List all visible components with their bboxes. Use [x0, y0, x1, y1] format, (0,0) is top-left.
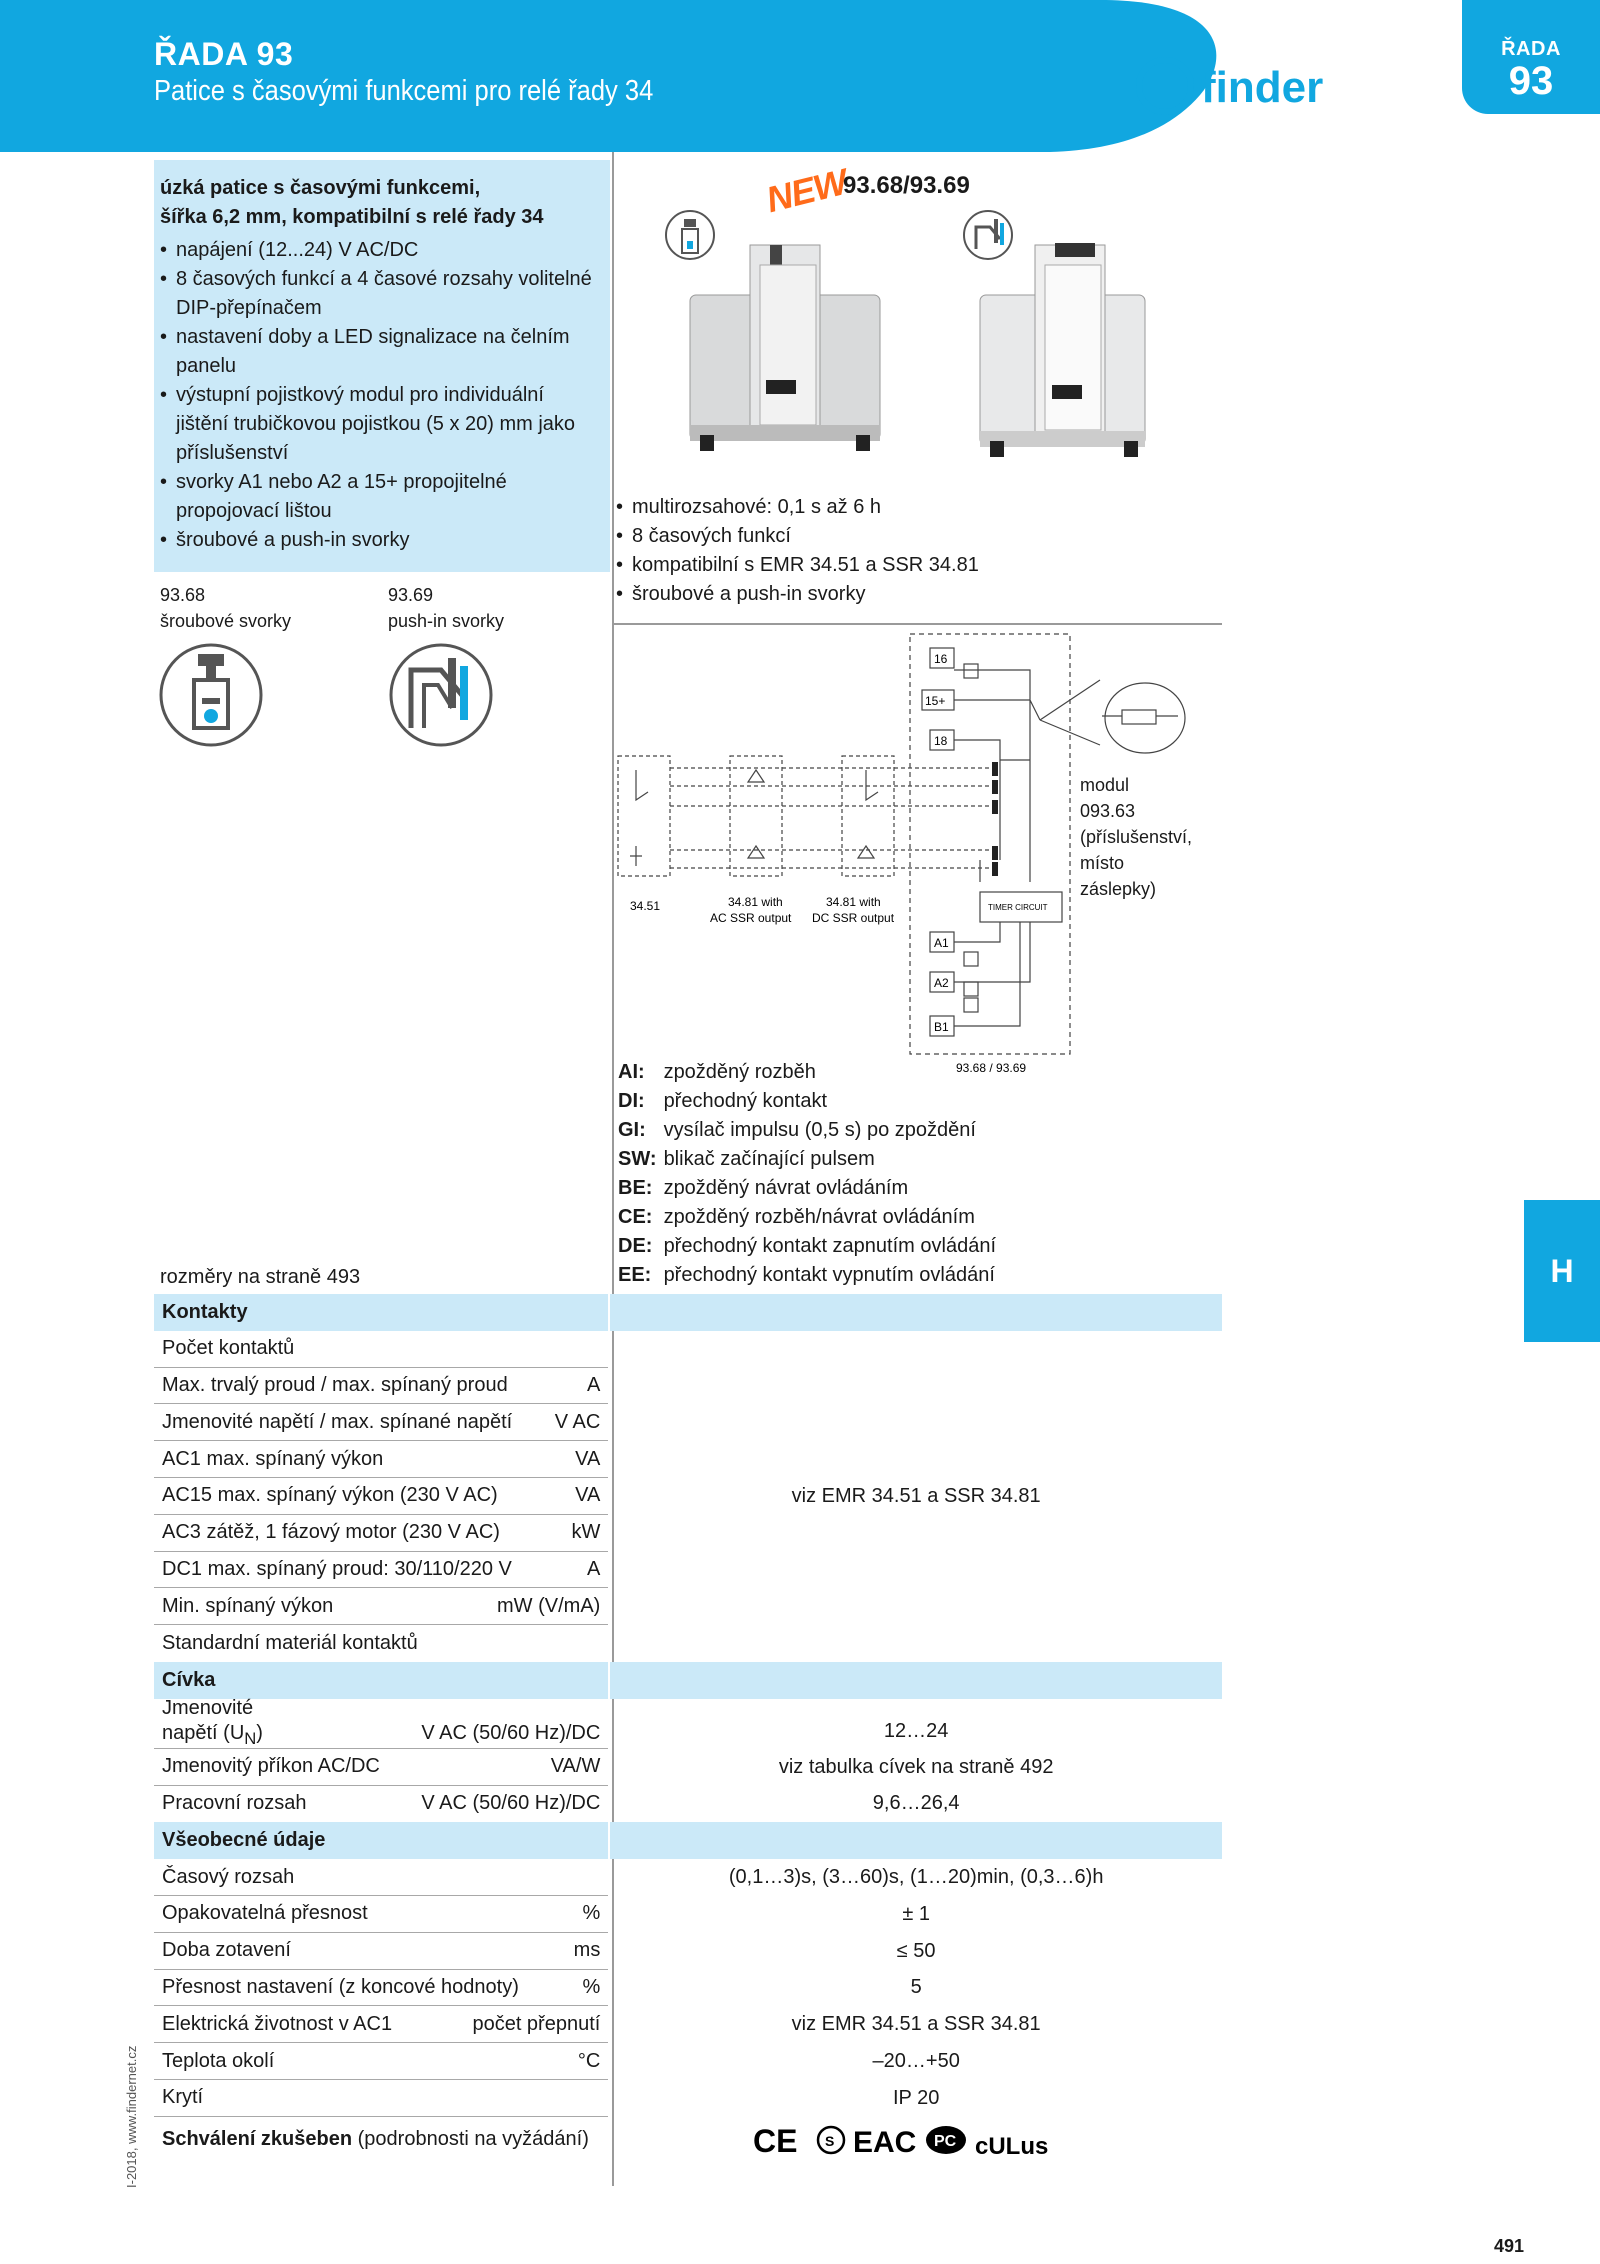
logo-text: finder	[1201, 63, 1324, 112]
feature-lead-2: šířka 6,2 mm, kompatibilní s relé řady 34	[160, 206, 544, 228]
function-desc: přechodný kontakt vypnutím ovládání	[663, 1264, 995, 1286]
finder-logo	[1133, 54, 1373, 118]
row-label: Standardní materiál kontaktů	[162, 1632, 418, 1655]
function-code: AI:	[618, 1061, 645, 1083]
row-value: ± 1	[902, 1902, 930, 1925]
push-in-terminal-icon	[386, 640, 496, 750]
table-row	[154, 1368, 1222, 1405]
spec-table	[154, 1294, 1222, 2163]
row-value: viz tabulka cívek na straně 492	[778, 1755, 1054, 1778]
row-unit: kW	[571, 1521, 601, 1544]
terminal-label: A2	[934, 976, 949, 990]
product-image-93-68	[660, 205, 910, 460]
section-header: Cívka	[154, 1662, 608, 1699]
table-row	[154, 1625, 1222, 1662]
list-item: • kompatibilní s EMR 34.51 a SSR 34.81	[616, 551, 979, 580]
row-label: AC15 max. spínaný výkon (230 V AC)	[162, 1484, 498, 1507]
row-label: Jmenovitý příkon AC/DC	[162, 1755, 380, 1778]
row-unit: °C	[577, 2049, 601, 2072]
row-label: Přesnost nastavení (z koncové hodnoty)	[162, 1975, 519, 1998]
section-header: Všeobecné údaje	[154, 1822, 608, 1859]
table-row	[154, 1588, 1222, 1625]
table-row	[154, 2006, 1222, 2043]
section-header: Kontakty	[154, 1294, 608, 1331]
ul-mark-icon: cULus	[975, 2132, 1049, 2160]
eac-mark-icon: EAC	[853, 2125, 917, 2159]
subscript: N	[244, 1728, 257, 1748]
page-number: 491	[1494, 2236, 1525, 2256]
note-line: modul	[1080, 775, 1130, 795]
module-note	[1080, 772, 1192, 902]
terminal-label: 16	[934, 652, 948, 666]
function-desc: zpožděný rozběh/návrat ovládáním	[663, 1206, 975, 1228]
table-section-general	[154, 1822, 1222, 1859]
list-item: • nastavení doby a LED signalizace na čelním panelu	[160, 323, 600, 381]
list-item: • multirozsahové: 0,1 s až 6 h	[616, 493, 979, 522]
table-row	[154, 1896, 1222, 1933]
function-desc: vysílač impulsu (0,5 s) po zpoždění	[663, 1119, 976, 1141]
new-badge: NEW	[762, 160, 851, 221]
row-unit: V AC (50/60 Hz)/DC	[421, 1792, 601, 1815]
list-item: • výstupní pojistkový modul pro individuální jištění trubičkovou pojistkou (5 x 20) mm jako příslušenství	[160, 381, 600, 468]
dimensions-note: rozměry na straně 493	[160, 1266, 361, 1288]
product-image-93-69	[960, 205, 1155, 470]
row-unit: VA	[575, 1447, 601, 1470]
function-desc: přechodný kontakt zapnutím ovládání	[663, 1235, 996, 1257]
ce-mark-icon: CE	[753, 2122, 798, 2159]
series-title: ŘADA 93	[154, 36, 294, 72]
row-unit: %	[582, 1975, 601, 1998]
function-code: SW:	[618, 1148, 657, 1170]
row-value: 5	[910, 1976, 922, 1999]
function-row	[618, 1058, 996, 1087]
row-label: AC3 zátěž, 1 fázový motor (230 V AC)	[162, 1521, 500, 1544]
screw-terminal-icon	[156, 640, 266, 750]
function-code: DI:	[618, 1090, 645, 1112]
function-row	[618, 1174, 996, 1203]
table-row	[154, 1933, 1222, 1970]
row-label: Elektrická životnost v AC1	[162, 2012, 393, 2035]
row-unit: VA	[575, 1484, 601, 1507]
row-unit: V AC	[554, 1410, 601, 1433]
row-unit: V AC (50/60 Hz)/DC	[421, 1721, 601, 1744]
table-row	[154, 1515, 1222, 1552]
table-row	[154, 1749, 1222, 1786]
terminal-label: 18	[934, 734, 948, 748]
list-item: • 8 časových funkcí	[616, 522, 979, 551]
variant-code: 93.68	[160, 585, 206, 605]
row-label: Pracovní rozsah	[162, 1792, 307, 1815]
list-item: • šroubové a push-in svorky	[616, 580, 979, 609]
row-value: 12…24	[883, 1719, 949, 1742]
function-row	[618, 1232, 996, 1261]
row-unit: počet přepnutí	[472, 2012, 601, 2035]
row-label: Min. spínaný výkon	[162, 1594, 334, 1617]
variant-desc: push-in svorky	[388, 611, 505, 631]
table-row	[154, 1331, 1222, 1368]
terminal-label: B1	[934, 1020, 949, 1034]
row-value: IP 20	[892, 2086, 940, 2109]
function-code: DE:	[618, 1235, 653, 1257]
row-label: )	[256, 1721, 263, 1744]
table-row	[154, 1441, 1222, 1478]
row-label: Teplota okolí	[162, 2049, 275, 2072]
approvals-label-note: (podrobnosti na vyžádání)	[352, 2128, 589, 2151]
row-label: Jmenovité napětí / max. spínané napětí	[162, 1410, 513, 1433]
row-label: Doba zotavení	[162, 1939, 291, 1962]
row-value: 9,6…26,4	[872, 1792, 960, 1815]
function-code: BE:	[618, 1177, 653, 1199]
function-desc: přechodný kontakt	[663, 1090, 827, 1112]
series-tab-number: 93	[1508, 59, 1554, 103]
function-row	[618, 1145, 996, 1174]
table-row	[154, 1478, 1222, 1515]
row-label: Počet kontaktů	[162, 1337, 295, 1360]
row-unit: A	[586, 1557, 601, 1580]
row-value: ≤ 50	[896, 1939, 936, 1962]
row-unit: ms	[573, 1939, 601, 1962]
terminal-label: 15+	[925, 694, 946, 708]
table-section-contacts	[154, 1294, 1222, 1331]
row-value: viz EMR 34.51 a SSR 34.81	[791, 1484, 1041, 1507]
feature-list	[160, 236, 600, 555]
footer-note: I-2018, www.findernet.cz	[124, 2045, 139, 2188]
function-row	[618, 1087, 996, 1116]
table-row	[154, 1696, 1222, 1749]
svg-text:S: S	[825, 2132, 835, 2149]
row-label: Krytí	[162, 2086, 204, 2109]
relay-label: 34.81 with	[826, 895, 881, 909]
page-subtitle: Patice s časovými funkcemi pro relé řady 34	[154, 75, 654, 107]
relay-label: DC SSR output	[812, 911, 895, 925]
function-code: EE:	[618, 1264, 652, 1286]
function-desc: blikač začínající pulsem	[663, 1148, 875, 1170]
function-list	[618, 1058, 996, 1290]
function-code: CE:	[618, 1206, 653, 1228]
function-desc: zpožděný návrat ovládáním	[663, 1177, 909, 1199]
note-line: záslepky)	[1080, 879, 1157, 899]
row-label: Jmenovité	[162, 1696, 254, 1719]
function-code: GI:	[618, 1119, 646, 1141]
row-label: Max. trvalý proud / max. spínaný proud	[162, 1373, 508, 1396]
variant-desc: šroubové svorky	[160, 611, 292, 631]
table-row	[154, 1786, 1222, 1823]
note-line: místo	[1080, 853, 1125, 873]
row-unit: VA/W	[550, 1755, 601, 1778]
row-label: Časový rozsah	[162, 1865, 295, 1888]
function-row	[618, 1261, 996, 1290]
product-list	[616, 493, 979, 609]
relay-label: 34.81 with	[728, 895, 783, 909]
list-item: • šroubové a push-in svorky	[160, 526, 600, 555]
approvals-label: Schválení zkušeben	[162, 2128, 353, 2151]
row-unit: mW (V/mA)	[497, 1594, 601, 1617]
row-value: viz EMR 34.51 a SSR 34.81	[791, 2013, 1041, 2036]
note-line: 093.63	[1080, 801, 1136, 821]
row-unit: A	[586, 1373, 601, 1396]
row-label: DC1 max. spínaný proud: 30/110/220 V	[162, 1557, 512, 1580]
function-row	[618, 1116, 996, 1145]
table-row-approvals	[154, 2117, 1222, 2163]
row-value: –20…+50	[872, 2050, 960, 2073]
row-value: (0,1…3)s, (3…60)s, (1…20)min, (0,3…6)h	[728, 1866, 1104, 1889]
row-label: Opakovatelná přesnost	[162, 1902, 368, 1925]
note-line: (příslušenství,	[1080, 827, 1193, 847]
chapter-tab-h: H	[1524, 1200, 1600, 1342]
table-row	[154, 1859, 1222, 1896]
list-item: • napájení (12...24) V AC/DC	[160, 236, 600, 265]
svg-text:PC: PC	[934, 2132, 957, 2150]
header-title-block	[154, 36, 721, 108]
row-label: napětí (U	[162, 1721, 245, 1744]
function-row	[618, 1203, 996, 1232]
variant-code: 93.69	[388, 585, 434, 605]
approval-marks	[751, 2120, 1081, 2160]
list-item: • svorky A1 nebo A2 a 15+ propojitelné propojovací lištou	[160, 468, 600, 526]
function-desc: zpožděný rozběh	[663, 1061, 816, 1083]
variant-93-69	[388, 582, 504, 634]
product-title: 93.68/93.69	[843, 172, 970, 199]
relay-label: AC SSR output	[710, 911, 792, 925]
list-item: • 8 časových funkcí a 4 časové rozsahy volitelné DIP-přepínačem	[160, 265, 600, 323]
timer-circuit-label: TIMER CIRCUIT	[988, 903, 1048, 912]
feature-panel	[154, 160, 610, 572]
row-unit: %	[582, 1902, 601, 1925]
series-tab-label: ŘADA	[1501, 38, 1561, 60]
terminal-label: A1	[934, 936, 949, 950]
table-row	[154, 1552, 1222, 1589]
table-row	[154, 1404, 1222, 1441]
feature-lead-1: úzká patice s časovými funkcemi,	[160, 177, 481, 199]
variant-93-68	[160, 582, 291, 634]
diagram-caption: 93.68 / 93.69	[956, 1061, 1027, 1075]
relay-label: 34.51	[630, 899, 661, 913]
table-row	[154, 1970, 1222, 2007]
table-row	[154, 2043, 1222, 2080]
table-row	[154, 2080, 1222, 2117]
table-section-coil	[154, 1662, 1222, 1699]
row-label: AC1 max. spínaný výkon	[162, 1447, 384, 1470]
series-tab	[1462, 0, 1600, 114]
